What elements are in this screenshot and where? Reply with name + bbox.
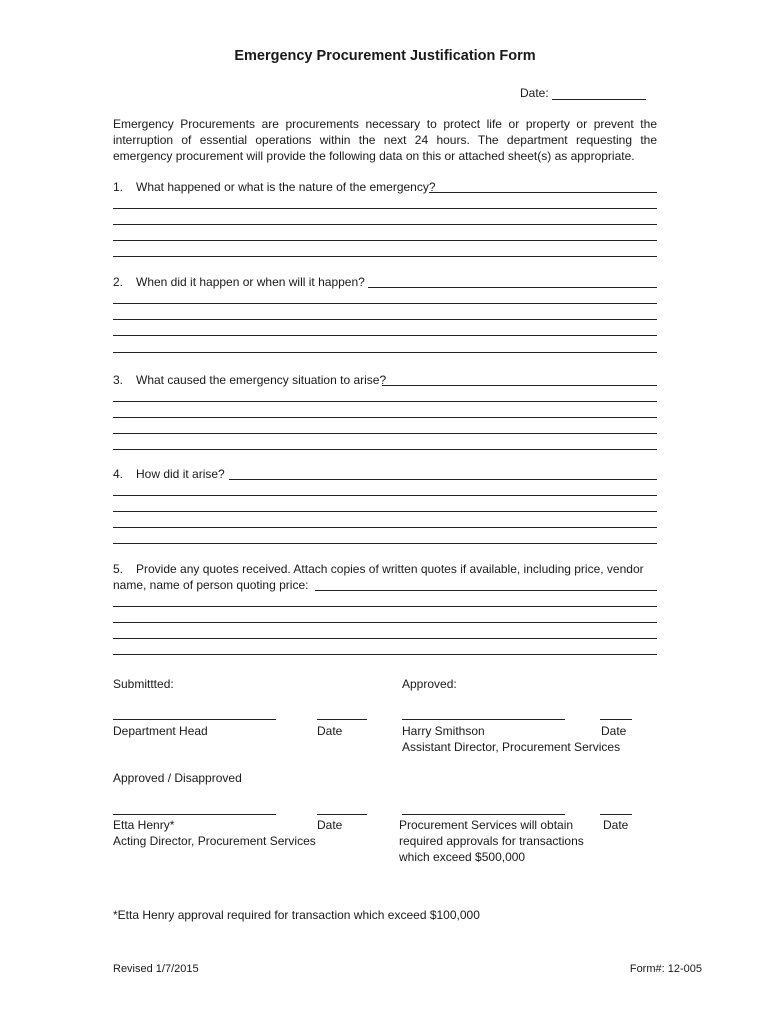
harry-smithson-name: Harry Smithson (402, 724, 485, 738)
answer-line[interactable] (429, 192, 657, 193)
question-number: 3. (113, 373, 124, 387)
etta-henry-name: Etta Henry* (113, 818, 175, 832)
answer-line[interactable] (113, 495, 657, 496)
question-number: 1. (113, 180, 124, 194)
answer-line[interactable] (113, 511, 657, 512)
date-label: Date: (520, 86, 549, 100)
question-number: 2. (113, 275, 124, 289)
question-text: What happened or what is the nature of the emergency? (136, 180, 436, 194)
date-field-line[interactable] (552, 99, 646, 100)
answer-line[interactable] (113, 256, 657, 257)
date-label: Date (317, 818, 343, 832)
question-3 (113, 373, 386, 387)
answer-line[interactable] (229, 479, 657, 480)
harry-smithson-title: Assistant Director, Procurement Services (402, 740, 621, 754)
date-label: Date (317, 724, 343, 738)
answer-line[interactable] (113, 335, 657, 336)
question-text: What caused the emergency situation to arise? (136, 373, 387, 387)
question-1 (113, 180, 436, 194)
answer-line[interactable] (368, 287, 657, 288)
question-text: Provide any quotes received. Attach copies of written quotes if available, including price, vendor (136, 562, 644, 576)
question-2 (113, 275, 365, 289)
answer-line[interactable] (315, 590, 657, 591)
submitted-label: Submittted: (113, 677, 174, 691)
etta-henry-title: Acting Director, Procurement Services (113, 834, 316, 848)
answer-line[interactable] (113, 606, 657, 607)
question-text: How did it arise? (136, 467, 225, 481)
answer-line[interactable] (382, 385, 657, 386)
answer-line[interactable] (113, 543, 657, 544)
question-5 (113, 562, 644, 576)
date-label: Date (603, 818, 629, 832)
answer-line[interactable] (113, 401, 657, 402)
answer-line[interactable] (113, 303, 657, 304)
footnote: *Etta Henry approval required for transaction which exceed $100,000 (113, 908, 480, 922)
harry-smithson-signature-line[interactable] (402, 719, 565, 720)
etta-henry-signature-line[interactable] (113, 814, 276, 815)
answer-line[interactable] (113, 527, 657, 528)
answer-line[interactable] (113, 352, 657, 353)
date-signature-line[interactable] (600, 719, 632, 720)
intro-paragraph: Emergency Procurements are procurements necessary to protect life or property or prevent the interruption of essential operations within the next 24 hours. The department requesting the emergency procurement will provide the following data on this or attached sheet(s) as appropriate. (113, 117, 657, 163)
date-label: Date (601, 724, 627, 738)
date-signature-line[interactable] (317, 814, 367, 815)
department-head-signature-line[interactable] (113, 719, 276, 720)
question-5-continued: name, name of person quoting price: (113, 578, 309, 592)
answer-line[interactable] (113, 208, 657, 209)
procurement-note-line-2: required approvals for transactions (399, 834, 584, 848)
question-number: 5. (113, 562, 124, 576)
answer-line[interactable] (113, 654, 657, 655)
form-number: Form#: 12-005 (629, 963, 702, 975)
approved-label: Approved: (402, 677, 457, 691)
question-number: 4. (113, 467, 124, 481)
answer-line[interactable] (113, 240, 657, 241)
date-signature-line[interactable] (600, 814, 632, 815)
department-head-label: Department Head (113, 724, 208, 738)
revised-date: Revised 1/7/2015 (113, 963, 199, 975)
procurement-services-signature-line[interactable] (402, 814, 565, 815)
answer-line[interactable] (113, 319, 657, 320)
answer-line[interactable] (113, 622, 657, 623)
question-4 (113, 467, 225, 481)
answer-line[interactable] (113, 417, 657, 418)
procurement-note-line-1: Procurement Services will obtain (399, 818, 574, 832)
answer-line[interactable] (113, 224, 657, 225)
procurement-note-line-3: which exceed $500,000 (399, 850, 526, 864)
form-title: Emergency Procurement Justification Form (234, 48, 536, 64)
date-signature-line[interactable] (317, 719, 367, 720)
answer-line[interactable] (113, 638, 657, 639)
question-text: When did it happen or when will it happen? (136, 275, 365, 289)
answer-line[interactable] (113, 449, 657, 450)
approved-disapproved-label: Approved / Disapproved (113, 771, 242, 785)
answer-line[interactable] (113, 433, 657, 434)
